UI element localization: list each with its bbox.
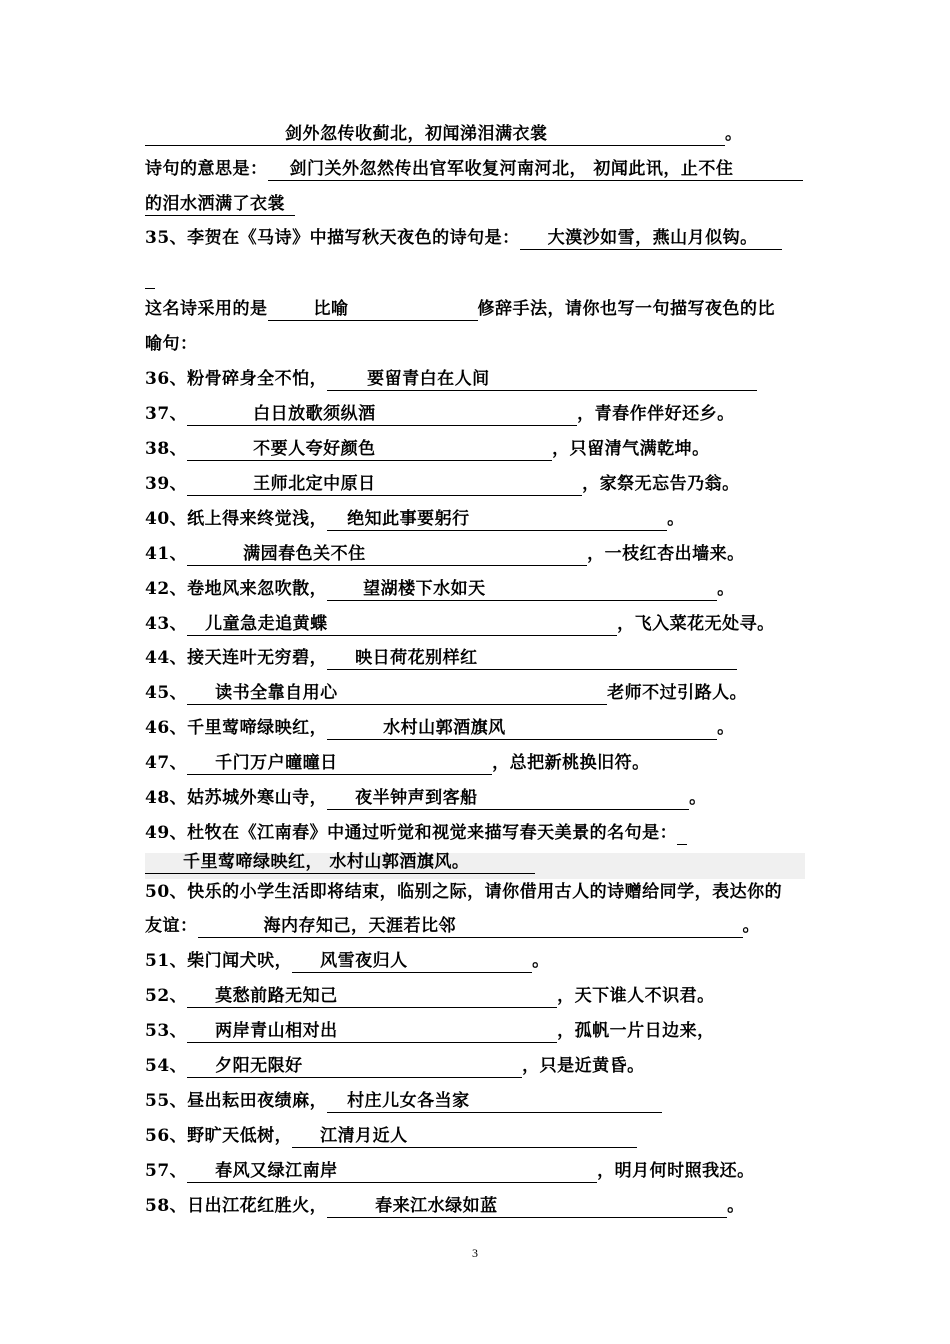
text-line	[145, 949, 815, 973]
answer-text: 绝知此事要躬行	[347, 509, 470, 529]
answer-blank	[187, 473, 582, 496]
text-line	[145, 226, 815, 250]
prompt-text: 51、柴门闻犬吠，	[145, 951, 293, 971]
prompt-text: 50、快乐的小学生活即将结束，临别之际，请你借用古人的诗赠给同学，表达你的	[145, 882, 783, 902]
answer-blank	[145, 193, 295, 216]
text-line	[145, 507, 815, 531]
text-line	[145, 821, 815, 845]
prompt-text: 44、接天连叶无穷碧，	[145, 648, 328, 668]
answer-blank	[187, 1055, 522, 1078]
prompt-text: 。	[725, 124, 743, 144]
answer-blank	[198, 915, 743, 938]
answer-blank	[187, 1160, 597, 1183]
answer-blank	[327, 647, 737, 670]
text-line	[145, 542, 815, 566]
answer-text: 的泪水洒满了衣裳	[145, 194, 285, 214]
prompt-text: 56、野旷天低树，	[145, 1126, 293, 1146]
text-line	[145, 1194, 815, 1218]
prompt-text: 。	[717, 579, 735, 599]
prompt-text: ，孤帆一片日边来，	[557, 1021, 715, 1041]
text-line	[145, 646, 815, 670]
answer-text: 千里莺啼绿映红， 水村山郭酒旗风。	[183, 852, 470, 872]
prompt-text: ，天下谁人不识君。	[557, 986, 715, 1006]
answer-blank	[327, 368, 757, 391]
prompt-text: 。	[667, 509, 685, 529]
page-number: 3	[472, 1246, 478, 1260]
prompt-text: 。	[717, 718, 735, 738]
text-line	[145, 850, 815, 874]
answer-blank	[145, 123, 725, 146]
prompt-text: ，明月何时照我还。	[597, 1161, 755, 1181]
prompt-text: 。	[727, 1196, 745, 1216]
answer-blank	[327, 1195, 727, 1218]
prompt-text: 。	[532, 951, 550, 971]
answer-blank	[327, 787, 689, 810]
answer-text: 夜半钟声到客船	[355, 788, 478, 808]
prompt-text: ，一枝红杏出墙来。	[587, 544, 745, 564]
answer-text: 夕阳无限好	[215, 1056, 303, 1076]
prompt-text: 43、	[145, 614, 188, 634]
text-line	[145, 612, 815, 636]
prompt-text: 57、	[145, 1161, 188, 1181]
answer-text: 江清月近人	[320, 1126, 408, 1146]
answer-blank	[292, 1125, 637, 1148]
prompt-text: 55、昼出耘田夜绩麻，	[145, 1091, 328, 1111]
text-line	[145, 367, 815, 391]
prompt-text: 38、	[145, 439, 188, 459]
answer-text: 不要人夸好颜色	[253, 439, 376, 459]
prompt-text: 修辞手法，请你也写一句描写夜色的比	[477, 299, 775, 319]
text-line	[145, 786, 815, 810]
answer-text: 读书全靠自用心	[215, 683, 338, 703]
answer-blank	[187, 543, 587, 566]
text-line	[145, 577, 815, 601]
text-line	[145, 402, 815, 426]
text-line	[145, 297, 815, 321]
prompt-text: 53、	[145, 1021, 188, 1041]
prompt-text: 喻句：	[145, 334, 198, 354]
prompt-text: 40、纸上得来终觉浅，	[145, 509, 328, 529]
answer-blank	[677, 822, 687, 845]
text-line	[145, 472, 815, 496]
text-line	[145, 984, 815, 1008]
answer-text: 要留青白在人间	[367, 369, 490, 389]
answer-blank	[145, 851, 535, 874]
answer-text: 莫愁前路无知己	[215, 986, 338, 1006]
text-line	[145, 716, 815, 740]
text-line	[145, 914, 815, 938]
answer-blank	[292, 950, 532, 973]
answer-text: 白日放歌须纵酒	[253, 404, 376, 424]
prompt-text: ，家祭无忘告乃翁。	[582, 474, 740, 494]
prompt-text: 35、李贺在《马诗》中描写秋天夜色的诗句是：	[145, 228, 520, 248]
answer-text: 满园春色关不住	[243, 544, 366, 564]
answer-text: 儿童急走追黄蝶	[205, 614, 328, 634]
text-line	[145, 122, 815, 146]
text-line	[145, 1054, 815, 1078]
answer-blank	[327, 508, 667, 531]
answer-text: 千门万户曈曈日	[215, 753, 338, 773]
text-line	[145, 265, 815, 289]
answer-text: 村庄儿女各当家	[347, 1091, 470, 1111]
text-line	[145, 157, 815, 181]
prompt-text: 友谊：	[145, 916, 198, 936]
answer-text: 水村山郭酒旗风	[383, 718, 506, 738]
answer-blank	[327, 717, 717, 740]
text-line	[145, 192, 815, 216]
prompt-text: 。	[689, 788, 707, 808]
answer-blank	[327, 578, 717, 601]
prompt-text: ，只留清气满乾坤。	[552, 439, 710, 459]
prompt-text: 这名诗采用的是	[145, 299, 268, 319]
answer-blank	[187, 752, 492, 775]
text-line	[145, 880, 815, 904]
answer-text: 海内存知己，天涯若比邻	[263, 916, 456, 936]
text-line	[145, 1124, 815, 1148]
prompt-text: ，飞入菜花无处寻。	[617, 614, 775, 634]
text-line	[145, 1019, 815, 1043]
answer-text: 王师北定中原日	[253, 474, 376, 494]
prompt-text: 41、	[145, 544, 188, 564]
prompt-text: ，青春作伴好还乡。	[577, 404, 735, 424]
answer-text: 比喻	[313, 299, 349, 319]
prompt-text: 48、姑苏城外寒山寺，	[145, 788, 328, 808]
answer-text: 风雪夜归人	[320, 951, 408, 971]
answer-text: 映日荷花别样红	[355, 648, 478, 668]
answer-blank	[187, 985, 557, 1008]
text-line	[145, 751, 815, 775]
prompt-text: 37、	[145, 404, 188, 424]
answer-blank	[145, 266, 155, 289]
prompt-text: 42、卷地风来忽吹散，	[145, 579, 328, 599]
prompt-text: ，总把新桃换旧符。	[492, 753, 650, 773]
prompt-text: 45、	[145, 683, 188, 703]
prompt-text: ，只是近黄昏。	[522, 1056, 645, 1076]
prompt-text: 诗句的意思是：	[145, 159, 268, 179]
prompt-text: 54、	[145, 1056, 188, 1076]
answer-blank	[520, 227, 782, 250]
prompt-text: 36、粉骨碎身全不怕，	[145, 369, 328, 389]
answer-blank	[187, 613, 617, 636]
text-line	[145, 1159, 815, 1183]
prompt-text: 老师不过引路人。	[607, 683, 748, 703]
answer-text: 春风又绿江南岸	[215, 1161, 338, 1181]
prompt-text: 46、千里莺啼绿映红，	[145, 718, 328, 738]
prompt-text: 52、	[145, 986, 188, 1006]
answer-text: 两岸青山相对出	[215, 1021, 338, 1041]
answer-blank	[187, 403, 577, 426]
answer-text: 望湖楼下水如天	[363, 579, 486, 599]
text-line	[145, 332, 815, 356]
answer-blank	[268, 158, 803, 181]
text-line	[145, 681, 815, 705]
prompt-text: 58、日出江花红胜火，	[145, 1196, 328, 1216]
answer-text: 春来江水绿如蓝	[375, 1196, 498, 1216]
answer-blank	[327, 1090, 662, 1113]
prompt-text: 47、	[145, 753, 188, 773]
answer-blank	[268, 298, 478, 321]
answer-text: 剑外忽传收蓟北，初闻涕泪满衣裳	[285, 124, 548, 144]
prompt-text: 49、杜牧在《江南春》中通过听觉和视觉来描写春天美景的名句是：	[145, 823, 678, 843]
answer-blank	[187, 1020, 557, 1043]
prompt-text: 。	[742, 916, 760, 936]
text-line	[145, 437, 815, 461]
answer-blank	[187, 438, 552, 461]
answer-text: 大漠沙如雪，燕山月似钩。	[547, 228, 758, 248]
answer-text: 剑门关外忽然传出官军收复河南河北， 初闻此讯，止不住	[289, 159, 734, 179]
prompt-text: 39、	[145, 474, 188, 494]
text-line	[145, 1089, 815, 1113]
answer-blank	[187, 682, 607, 705]
